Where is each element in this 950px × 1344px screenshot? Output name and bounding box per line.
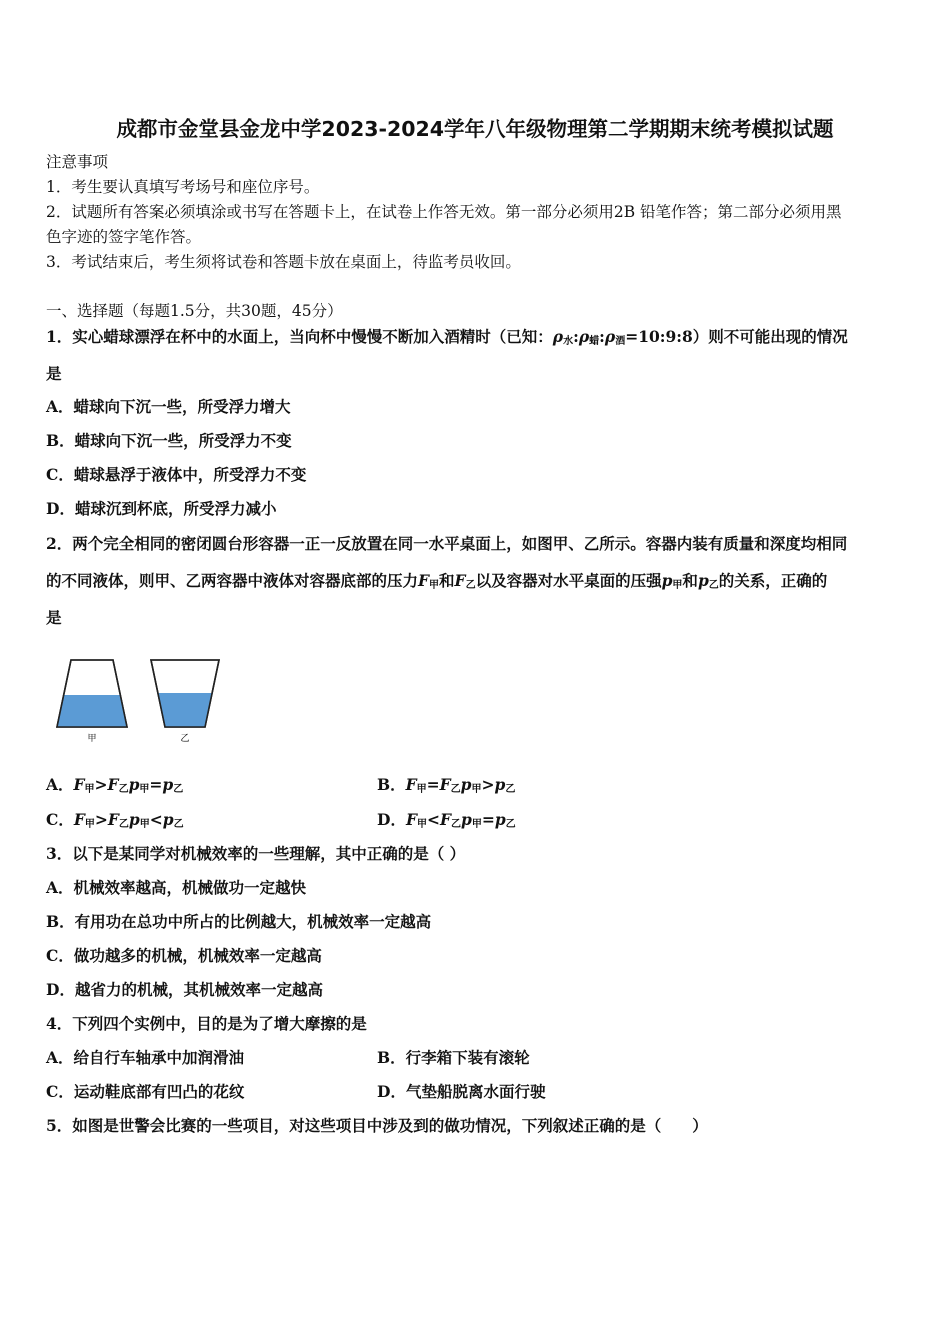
q4-option-a: A．给自行车轴承中加润滑油 <box>46 1048 245 1067</box>
q1-option-c: C．蜡球悬浮于液体中，所受浮力不变 <box>46 465 307 484</box>
q3-option-b: B．有用功在总功中所占的比例越大，机械效率一定越高 <box>46 912 432 931</box>
opt-b-s2: 乙 <box>450 784 461 795</box>
opt-d-rel1: < <box>426 810 440 829</box>
section-heading: 一、选择题（每题1.5分，共30题，45分） <box>46 302 343 320</box>
page-title: 成都市金堂县金龙中学2023-2024学年八年级物理第二学期期末统考模拟试题 <box>116 117 834 141</box>
opt-c-p2: p <box>162 810 174 829</box>
opt-d-f2: F <box>439 810 451 829</box>
q1-stem <box>46 327 848 352</box>
opt-d-label: D． <box>377 810 406 829</box>
q1-option-d: D．蜡球沉到杯底，所受浮力减小 <box>46 499 277 518</box>
q1-stem-a: 1．实心蜡球漂浮在杯中的水面上，当向杯中慢慢不断加入酒精时（已知： <box>46 327 553 346</box>
q2-option-b <box>377 775 515 800</box>
rho-water: ρ <box>552 327 564 346</box>
q2-stem-line3: 是 <box>46 608 62 627</box>
q2-stem-line1: 2．两个完全相同的密闭圆台形容器一正一反放置在同一水平桌面上，如图甲、乙所示。容器内装有质量和深度均相同 <box>46 534 848 553</box>
opt-a-p1: p <box>128 775 140 794</box>
conj-he-2: 和 <box>682 571 698 590</box>
opt-b-p1: p <box>460 775 472 794</box>
opt-a-s4: 乙 <box>173 784 184 795</box>
opt-c-s1: 甲 <box>84 819 95 830</box>
var-p-jia: p <box>661 571 673 590</box>
q1-stem-b: ）则不可能出现的情况 <box>692 327 848 346</box>
opt-d-p1: p <box>460 810 472 829</box>
sub-jia-p: 甲 <box>672 580 683 591</box>
q5-stem: 5．如图是世警会比赛的一些项目，对这些项目中涉及到的做功情况，下列叙述正确的是（ ） <box>46 1116 708 1135</box>
sub-yi-p: 乙 <box>708 580 719 591</box>
sub-yi-f: 乙 <box>465 580 476 591</box>
opt-a-rel1: > <box>94 775 108 794</box>
notice-item-2: 2．试题所有答案必须填涂或书写在答题卡上，在试卷上作答无效。第一部分必须用2B 铅笔作答；第二部分必须用黑 <box>46 203 842 221</box>
rho-alcohol: ρ <box>604 327 616 346</box>
rho-wax: ρ <box>578 327 590 346</box>
sub-water: 水 <box>563 336 574 347</box>
var-f-yi: F <box>454 571 466 590</box>
opt-c-f2: F <box>107 810 119 829</box>
opt-d-s3: 甲 <box>471 819 482 830</box>
opt-c-p1: p <box>128 810 140 829</box>
opt-c-f1: F <box>73 810 85 829</box>
colon-1: : <box>573 327 579 346</box>
var-p-yi: p <box>697 571 709 590</box>
opt-a-p2: p <box>162 775 174 794</box>
opt-b-f2: F <box>439 775 451 794</box>
notice-item-3: 3．考试结束后，考生须将试卷和答题卡放在桌面上，待监考员收回。 <box>46 253 521 271</box>
opt-b-p2: p <box>494 775 506 794</box>
containers-figure <box>52 655 232 750</box>
q2-text-b: 以及容器对水平桌面的压强 <box>475 571 662 590</box>
q2-text-c: 的关系，正确的 <box>718 571 828 590</box>
opt-c-rel1: > <box>94 810 108 829</box>
opt-c-s3: 甲 <box>139 819 150 830</box>
opt-a-s2: 乙 <box>118 784 129 795</box>
opt-b-rel2: > <box>481 775 495 794</box>
q4-option-c: C．运动鞋底部有凹凸的花纹 <box>46 1082 245 1101</box>
density-ratio: =10:9:8 <box>625 327 693 346</box>
liquid-jia <box>57 695 127 727</box>
opt-b-f1: F <box>405 775 417 794</box>
opt-a-f1: F <box>73 775 85 794</box>
conj-he-1: 和 <box>439 571 455 590</box>
q1-option-b: B．蜡球向下沉一些，所受浮力不变 <box>46 431 292 450</box>
sub-alcohol: 酒 <box>615 336 626 347</box>
opt-a-rel2: = <box>149 775 163 794</box>
q2-stem-line2 <box>46 571 827 596</box>
q1-stem-cont: 是 <box>46 364 62 383</box>
opt-c-s4: 乙 <box>173 819 184 830</box>
notice-heading: 注意事项 <box>46 153 109 171</box>
q3-option-d: D．越省力的机械，其机械效率一定越高 <box>46 980 323 999</box>
figure-label-jia: 甲 <box>87 734 97 744</box>
opt-d-p2: p <box>494 810 506 829</box>
q3-stem: 3．以下是某同学对机械效率的一些理解，其中正确的是（ ） <box>46 844 466 863</box>
q3-option-c: C．做功越多的机械，机械效率一定越高 <box>46 946 322 965</box>
opt-d-s4: 乙 <box>505 819 516 830</box>
q2-option-d <box>377 810 516 835</box>
opt-d-s1: 甲 <box>416 819 427 830</box>
sub-jia-f: 甲 <box>429 580 440 591</box>
liquid-yi <box>158 693 211 727</box>
opt-b-label: B． <box>377 775 406 794</box>
notice-item-2-cont: 色字迹的签字笔作答。 <box>46 228 202 246</box>
colon-2: : <box>599 327 605 346</box>
opt-b-s3: 甲 <box>471 784 482 795</box>
q4-option-b: B．行李箱下装有滚轮 <box>377 1048 530 1067</box>
sub-wax: 蜡 <box>589 336 600 347</box>
q4-stem: 4．下列四个实例中，目的是为了增大摩擦的是 <box>46 1014 367 1033</box>
opt-d-s2: 乙 <box>450 819 461 830</box>
q2-option-a <box>46 775 183 800</box>
q2-text-a: 的不同液体，则甲、乙两容器中液体对容器底部的压力 <box>46 571 419 590</box>
opt-c-rel2: < <box>149 810 163 829</box>
figure-label-yi: 乙 <box>180 734 190 744</box>
opt-b-s1: 甲 <box>416 784 427 795</box>
opt-a-s1: 甲 <box>84 784 95 795</box>
opt-d-rel2: = <box>481 810 495 829</box>
opt-a-f2: F <box>107 775 119 794</box>
q2-option-c <box>46 810 184 835</box>
q3-option-a: A．机械效率越高，机械做功一定越快 <box>46 878 307 897</box>
opt-b-rel1: = <box>426 775 440 794</box>
opt-c-label: C． <box>46 810 74 829</box>
opt-c-s2: 乙 <box>118 819 129 830</box>
opt-d-f1: F <box>405 810 417 829</box>
var-f-jia: F <box>418 571 430 590</box>
q1-option-a: A．蜡球向下沉一些，所受浮力增大 <box>46 397 291 416</box>
notice-item-1: 1．考生要认真填写考场号和座位序号。 <box>46 178 320 196</box>
opt-a-s3: 甲 <box>139 784 150 795</box>
opt-b-s4: 乙 <box>505 784 516 795</box>
opt-a-label: A． <box>46 775 74 794</box>
q4-option-d: D．气垫船脱离水面行驶 <box>377 1082 546 1101</box>
